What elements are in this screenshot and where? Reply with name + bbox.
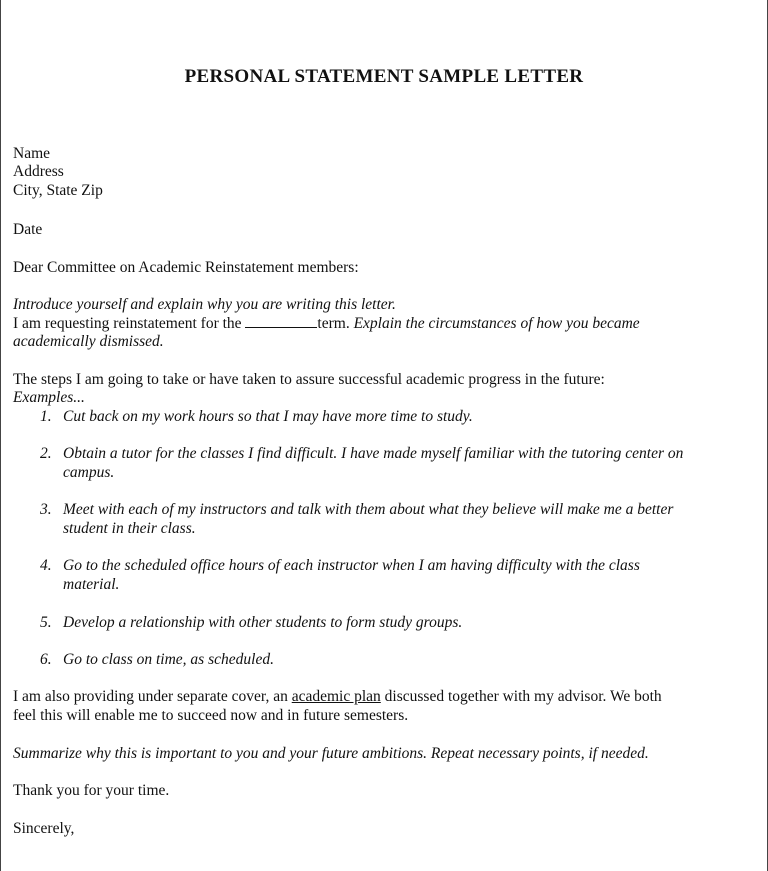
intro-instruction: Introduce yourself and explain why you are writing this letter. [13,296,396,313]
address-street: Address [13,163,64,180]
step-item: 3. Meet with each of my instructors and talk with them about what they believe will make me a better [40,501,674,518]
address-name: Name [13,145,51,162]
thanks-line: Thank you for your time. [13,782,170,799]
summary-instruction: Summarize why this is important to you and your future ambitions. Repeat necessary points, if needed. [13,745,649,762]
plan-line: I am also providing under separate cover, an academic plan discussed together with my advisor. We both [13,688,662,705]
step-item-cont: student in their class. [63,520,196,537]
salutation: Dear Committee on Academic Reinstatement members: [13,259,359,276]
request-before: I am requesting reinstatement for the [13,315,246,332]
address-city: City, State Zip [13,182,103,199]
request-after: term. [317,315,350,332]
date-line: Date [13,221,43,238]
step-item: 6. Go to class on time, as scheduled. [40,651,274,668]
academic-plan-link: academic plan [291,688,381,705]
step-item-cont: campus. [63,464,115,481]
document-title: PERSONAL STATEMENT SAMPLE LETTER [184,66,584,87]
examples-label: Examples... [13,389,85,406]
step-item: 1. Cut back on my work hours so that I may have more time to study. [40,408,473,425]
closing-line: Sincerely, [13,820,75,837]
request-line [13,315,640,333]
request-instruction-cont: academically dismissed. [13,333,164,350]
plan-line-cont: feel this will enable me to succeed now and in future semesters. [13,707,409,724]
step-item: 5. Develop a relationship with other students to form study groups. [40,614,463,631]
term-blank [245,315,317,328]
step-item: 4. Go to the scheduled office hours of each instructor when I am having difficulty with the class [40,557,640,574]
steps-intro: The steps I am going to take or have taken to assure successful academic progress in the future: [13,371,605,388]
step-item-cont: material. [63,576,120,593]
request-instruction: Explain the circumstances of how you became [349,315,640,332]
step-item: 2. Obtain a tutor for the classes I find difficult. I have made myself familiar with the tutoring center on [40,445,684,462]
